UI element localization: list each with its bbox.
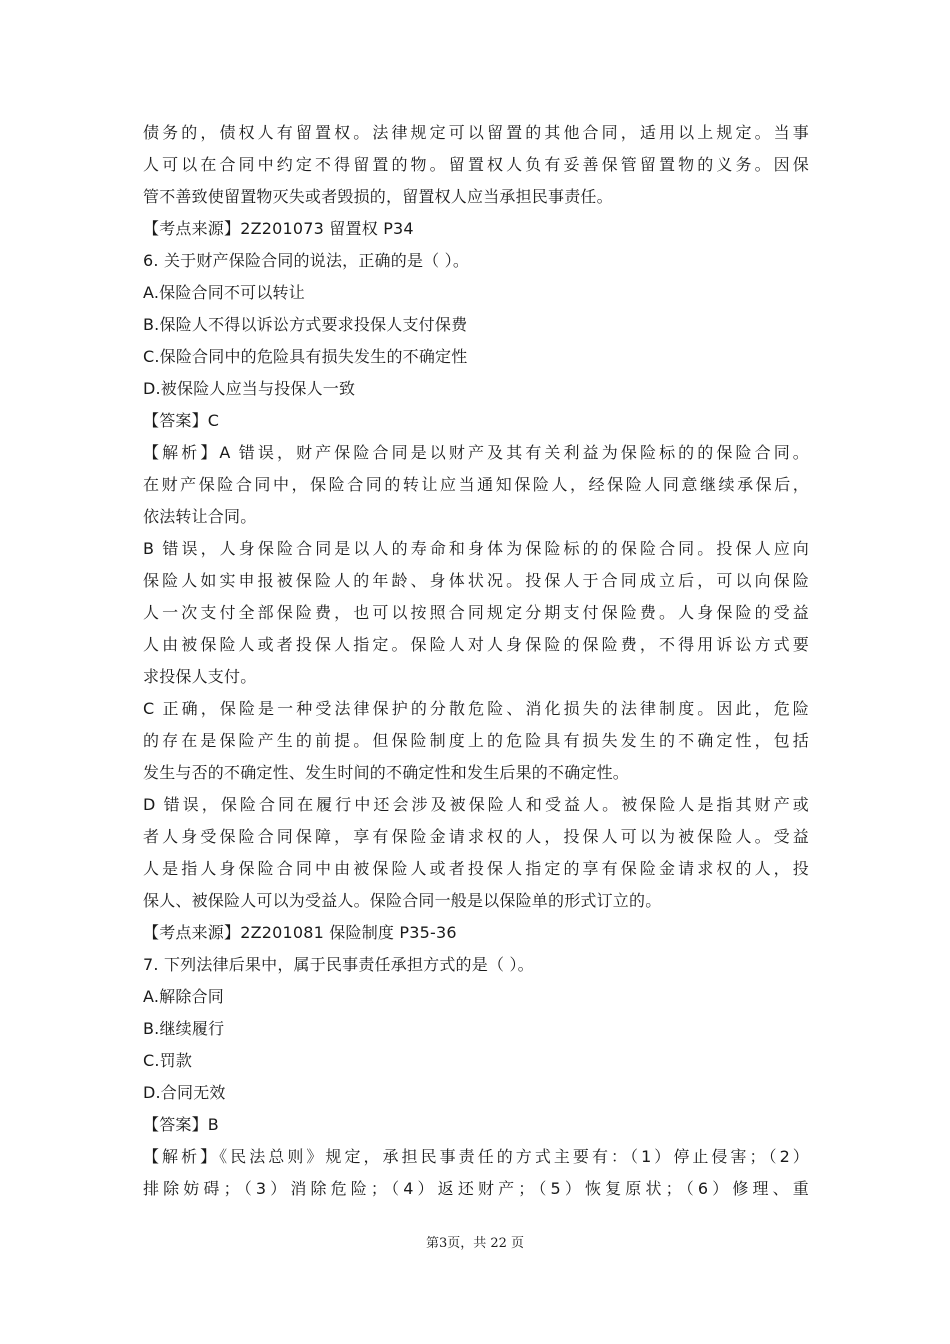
text-line: 的存在是保险产生的前提。但保险制度上的危险具有损失发生的不确定性，包括 [143,731,809,750]
text-line: 债务的，债权人有留置权。法律规定可以留置的其他合同，适用以上规定。当事 [143,123,809,142]
text-line: C.罚款 [143,1051,193,1070]
text-line: 7. 下列法律后果中，属于民事责任承担方式的是（ ）。 [143,955,534,974]
text-line: 依法转让合同。 [143,507,257,526]
text-line: 管不善致使留置物灭失或者毁损的，留置权人应当承担民事责任。 [143,187,613,206]
text-line: 者人身受保险合同保障，享有保险金请求权的人，投保人可以为被保险人。受益 [143,827,809,846]
text-line: 保险人如实申报被保险人的年龄、身体状况。投保人于合同成立后，可以向保险 [143,571,809,590]
text-line: D 错误，保险合同在履行中还会涉及被保险人和受益人。被保险人是指其财产或 [143,795,809,814]
text-line: A.保险合同不可以转让 [143,283,305,302]
text-line: 人一次支付全部保险费，也可以按照合同规定分期支付保险费。人身保险的受益 [143,603,809,622]
text-line: 【考点来源】2Z201081 保险制度 P35-36 [143,923,457,942]
text-line: B.保险人不得以诉讼方式要求投保人支付保费 [143,315,468,334]
text-line: C 正确，保险是一种受法律保护的分散危险、消化损失的法律制度。因此，危险 [143,699,809,718]
text-line: 6. 关于财产保险合同的说法，正确的是（ ）。 [143,251,470,270]
text-line: 求投保人支付。 [143,667,257,686]
text-line: 【答案】C [143,411,220,430]
text-line: 人可以在合同中约定不得留置的物。留置权人负有妥善保管留置物的义务。因保 [143,155,809,174]
text-line: 人是指人身保险合同中由被保险人或者投保人指定的享有保险金请求权的人，投 [143,859,809,878]
text-line: D.合同无效 [143,1083,226,1102]
text-line: 人由被保险人或者投保人指定。保险人对人身保险的保险费，不得用诉讼方式要 [143,635,809,654]
text-line: 【解析】A 错误，财产保险合同是以财产及其有关利益为保险标的的保险合同。 [143,443,809,462]
text-line: B 错误，人身保险合同是以人的寿命和身体为保险标的的保险合同。投保人应向 [143,539,809,558]
text-line: C.保险合同中的危险具有损失发生的不确定性 [143,347,468,366]
text-line: 排除妨碍；（3）消除危险；（4）返还财产；（5）恢复原状；（6）修理、重 [143,1179,809,1198]
page-footer: 第3页，共 22 页 [425,1236,525,1251]
text-line: 保人、被保险人可以为受益人。保险合同一般是以保险单的形式订立的。 [143,891,662,910]
text-line: D.被保险人应当与投保人一致 [143,379,356,398]
text-line: 在财产保险合同中，保险合同的转让应当通知保险人，经保险人同意继续承保后， [143,475,809,494]
document-body [143,117,809,1205]
text-line: 【解析】《民法总则》规定，承担民事责任的方式主要有：（1）停止侵害；（2） [143,1147,809,1166]
text-line: 【考点来源】2Z201073 留置权 P34 [143,219,414,238]
text-line: 发生与否的不确定性、发生时间的不确定性和发生后果的不确定性。 [143,763,630,782]
text-line: A.解除合同 [143,987,224,1006]
text-line: B.继续履行 [143,1019,225,1038]
text-line: 【答案】B [143,1115,219,1134]
